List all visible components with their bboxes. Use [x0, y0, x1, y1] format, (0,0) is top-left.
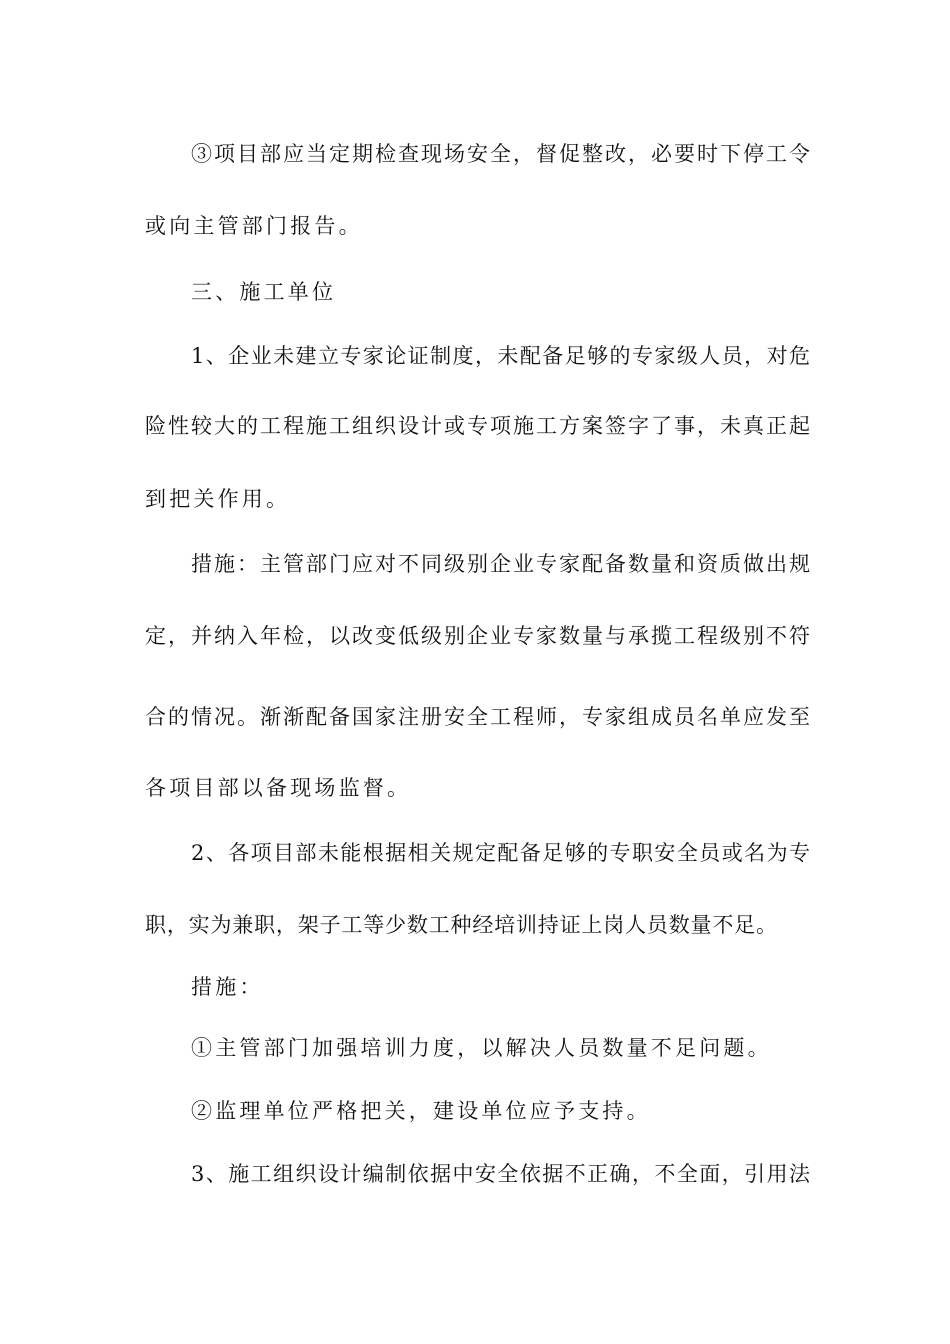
paragraph-line: 3、施工组织设计编制依据中安全依据不正确，不全面，引用法: [191, 1162, 810, 1186]
list-item: ①主管部门加强培训力度，以解决人员数量不足问题。: [191, 1036, 772, 1060]
paragraph-line: 1、企业未建立专家论证制度，未配备足够的专家级人员，对危: [191, 344, 810, 368]
paragraph-line: 到把关作用。: [145, 487, 291, 511]
paragraph-line: ③项目部应当定期检查现场安全，督促整改，必要时下停工令: [191, 142, 810, 166]
list-item: ②监理单位严格把关，建设单位应予支持。: [191, 1099, 651, 1123]
paragraph-line: 或向主管部门报告。: [145, 214, 363, 238]
paragraph-line: 险性较大的工程施工组织设计或专项施工方案签字了事，未真正起: [145, 414, 810, 438]
section-heading: 三、施工单位: [191, 280, 337, 304]
paragraph-line: 合的情况。渐渐配备国家注册安全工程师，专家组成员名单应发至: [145, 705, 810, 729]
paragraph-line: 2、各项目部未能根据相关规定配备足够的专职安全员或名为专: [191, 841, 810, 865]
paragraph-line: 措施：主管部门应对不同级别企业专家配备数量和资质做出规: [191, 552, 810, 576]
paragraph-line: 职，实为兼职，架子工等少数工种经培训持证上岗人员数量不足。: [145, 913, 777, 937]
paragraph-line: 各项目部以备现场监督。: [145, 776, 412, 800]
paragraph-line: 措施：: [191, 975, 264, 999]
paragraph-line: 定，并纳入年检，以改变低级别企业专家数量与承揽工程级别不符: [145, 624, 810, 648]
